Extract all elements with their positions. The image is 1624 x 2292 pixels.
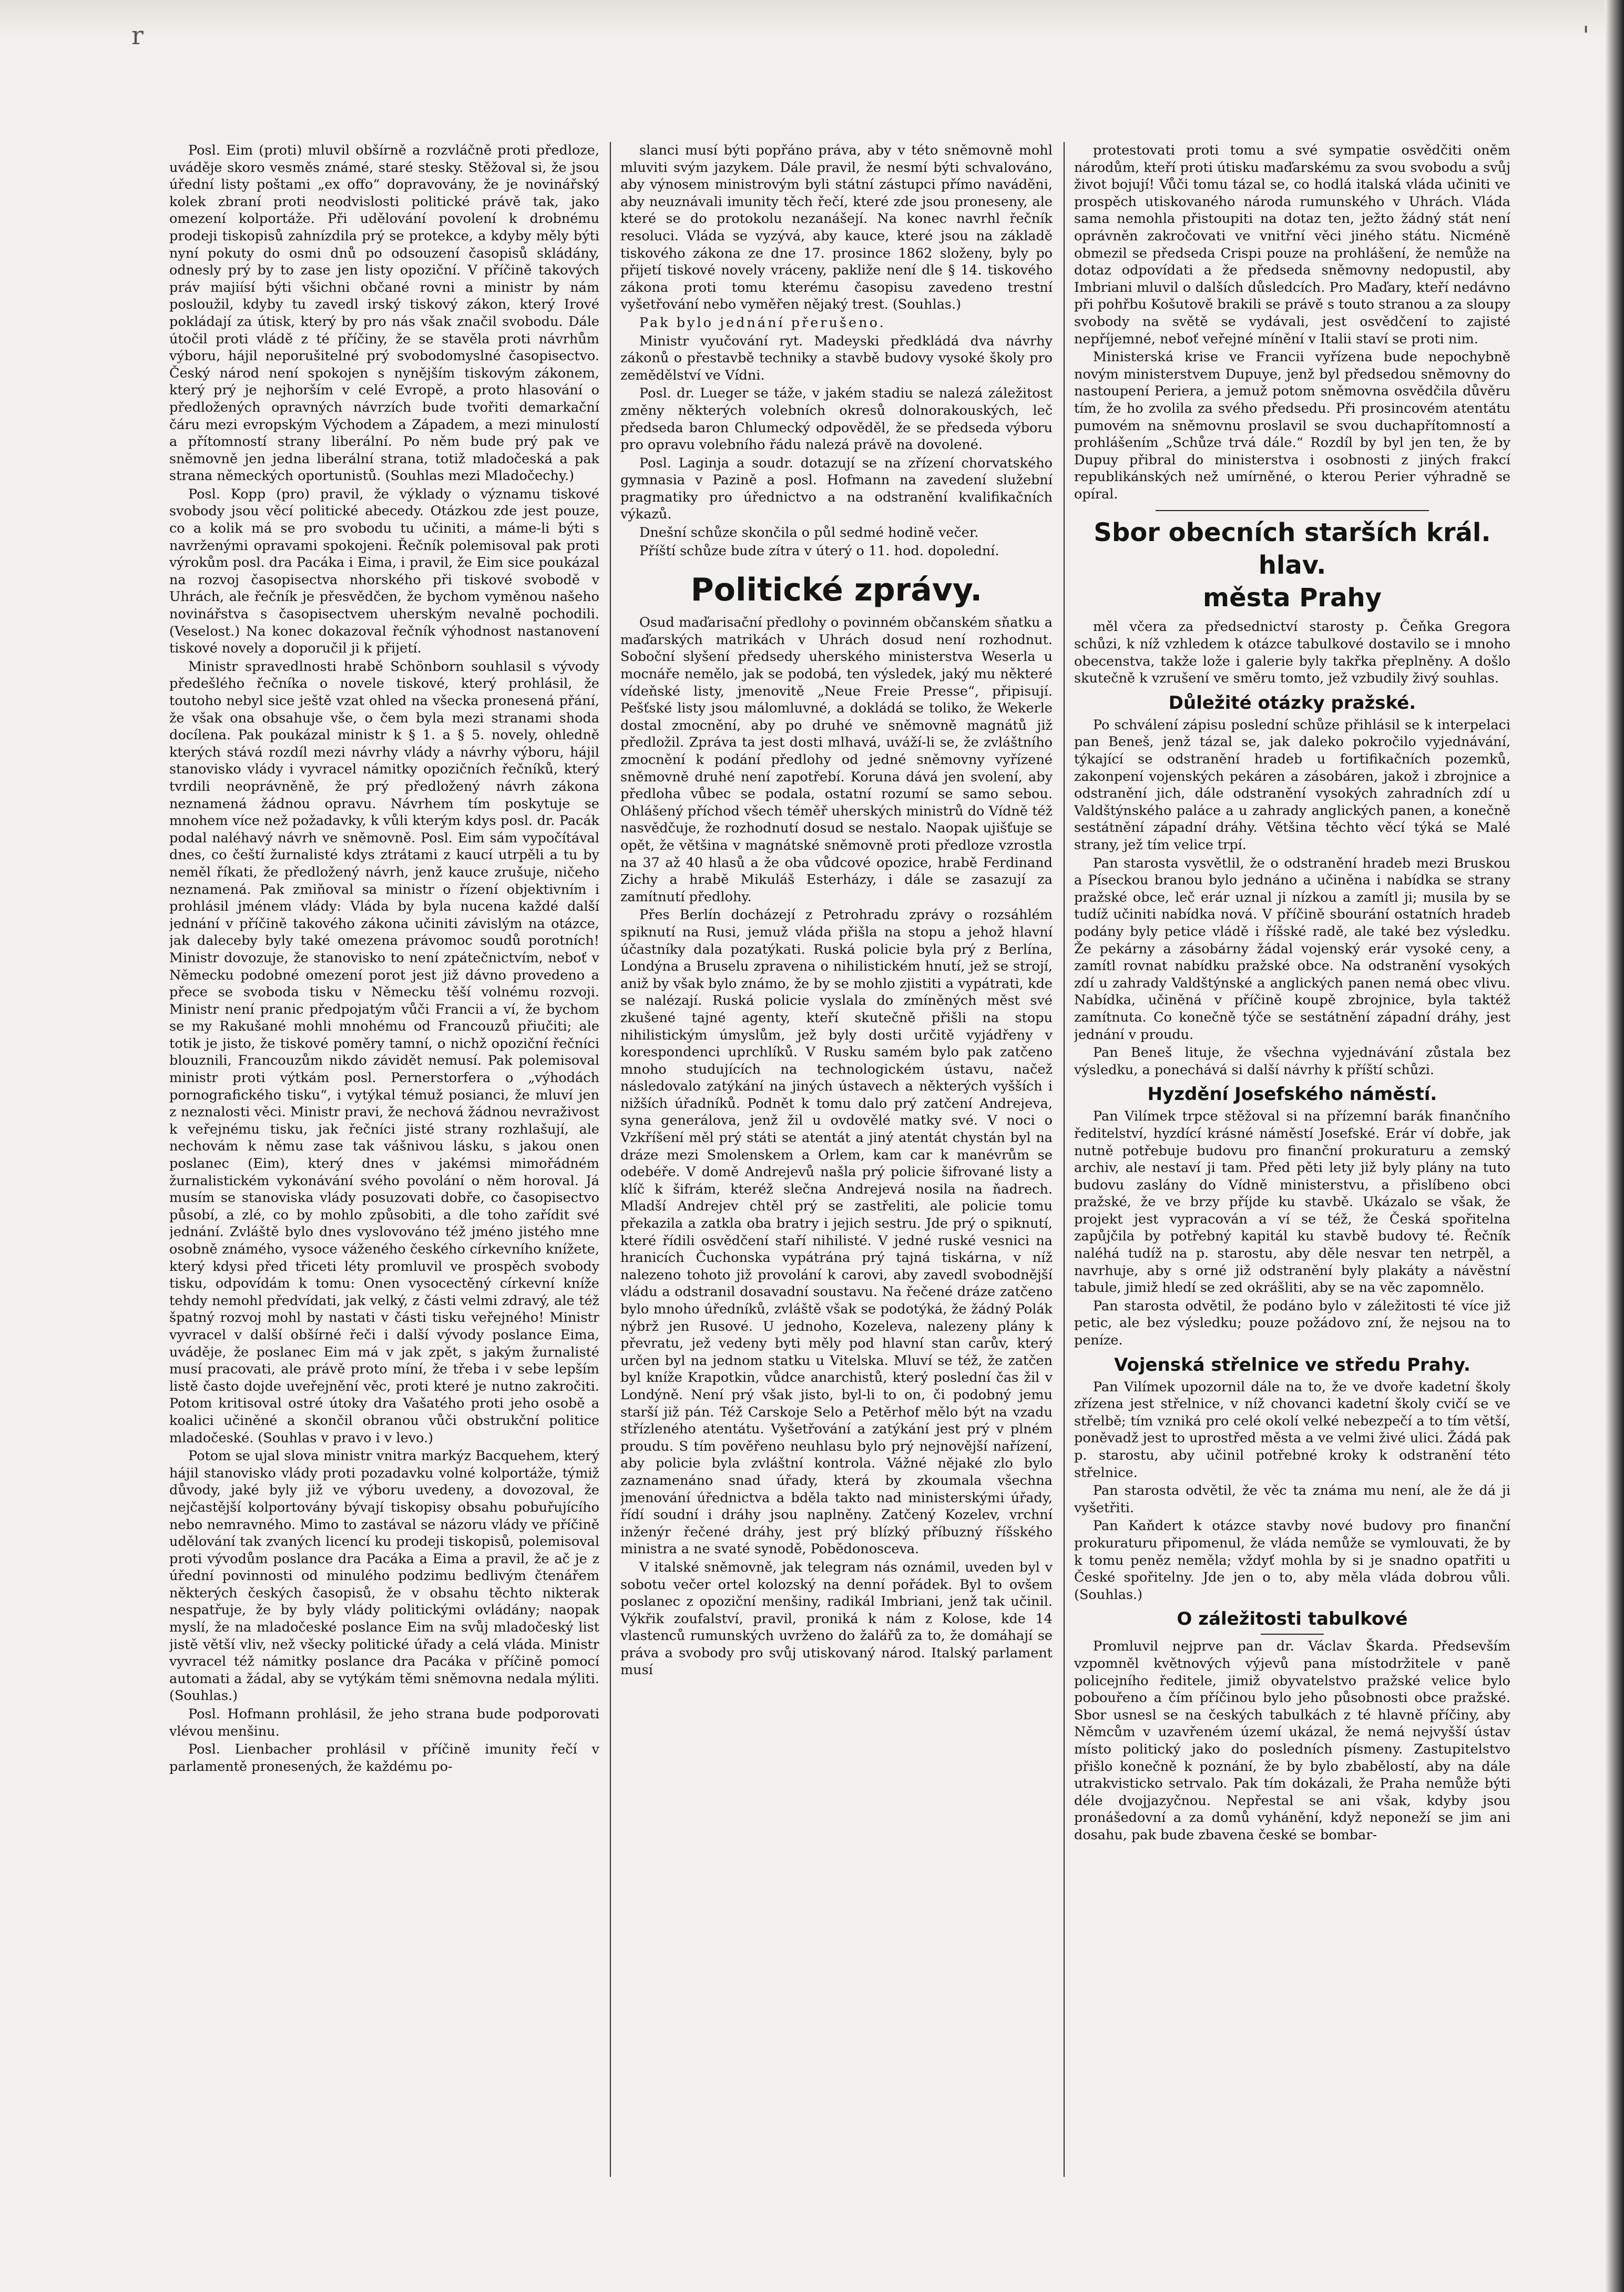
column-1 — [169, 142, 599, 2177]
paragraph: Pan Kaňdert k otázce stavby nové budovy pro finanční prokuraturu připomenul, že vláda nemůže se vymlouvati, že by k tomu peněz neměla; vždyť mohla by si je snadno opatřiti u České spořitelny. Jde jen o to, aby měla vláda dobrou vůli. (Souhlas.) — [1074, 1518, 1510, 1603]
scan-mark-left: r — [131, 21, 144, 50]
paragraph: Ministerská krise ve Francii vyřízena bude nepochybně novým ministerstvem Dupuye, jenž byl předsedou sněmovny do nastoupení Periera, a jemuž potom sněmovna osvědčila důvěru tím, že ho zvolila za svého předsedu. Při prosincovém atentátu pumovém na sněmovnu proslavil se svou duchapřítomností a prohlášením „Schůze trvá dále.“ Rozdíl by byl jen ten, že by Dupuy přibral do ministerstva i osobnosti z jiných frakcí republikánských než umírněné, o kterou Perier výhradně se opíral. — [1074, 349, 1510, 502]
paragraph: Pan Vilímek upozornil dále na to, že ve dvoře kadetní školy zřízena jest střelnice, v níž chovanci kadetní školy cvičí se ve střelbě; tím vzniká pro celé okolí velké nebezpečí a to tím větší, poněvadž jest to uprostřed města a ve velmi živé ulici. Žádá pak p. starostu, aby učinil potřebné kroky k odstranění této střelnice. — [1074, 1379, 1510, 1481]
section-heading-politicke-zpravy: Politické zprávy. — [690, 572, 983, 609]
scan-mark-right: ' — [1582, 21, 1590, 50]
column-divider-1 — [610, 142, 611, 2177]
paragraph: Posl. Lienbacher prohlásil v příčině imunity řečí v parlamentě pronesených, že každému po- — [169, 1741, 599, 1775]
subheading-hyzdeni: Hyzdění Josefského náměstí. — [1147, 1084, 1437, 1105]
paragraph: Příští schůze bude zítra v úterý o 11. hod. dopolední. — [639, 543, 999, 559]
paragraph: Pan starosta vysvětlil, že o odstranění hradeb mezi Bruskou a Píseckou branou bylo jednáno a učiněna i nabídka se strany pražské obce, leč erár uznal ji nízkou a zamítl ji; musila by se tudíž učiniti nabídka nová. V příčině sbourání ostatních hradeb podány byly petice vládě i říšské radě, ale také bez výsledku. Že pekárny a zásobárny žádal vojenský erár vysoké ceny, a zamítl rovnat nabídku pražské obce. Na odstranění vysokých zdí u zahrady Valdštýnské a anglických panen nemá obec vlivu. Nabídka, učiněná v příčině koupě zbrojnice, byla taktéž zamítnuta. Co konečně týče se sestátnění západní dráhy, jest jednání v proudu. — [1074, 855, 1510, 1043]
paragraph: Ministr vyučování ryt. Madeyski předkládá dva návrhy zákonů o přestavbě techniky a stavbě budovy vysoké školy pro zemědělství ve Vídni. — [620, 333, 1053, 383]
column-3 — [1074, 142, 1510, 2177]
paragraph: Promluvil nejprve pan dr. Václav Škarda. Předsevším vzpomněl květnových výjevů pana místodržitele v paně policejního ředitele, jimiž obyvatelstvo pražské velice bylo pobouřeno a čím příčinou bylo jeho působnosti obce pražské. Sbor usnesl se na českých tabulkách z té hlavně příčiny, aby Němcům v uzavřeném území ukázal, že nemá nejvyšší ústav místo politický jako do posledních písmeny. Zastupitelstvo přišlo konečně k poznání, že by bylo zbabělostí, aby na dále utrakvisticko setrvalo. Pak tím dokázali, že Praha nemůže býti déle dvojjazyčnou. Nepřestal se ani však, kdyby jsou pronášedovní a za domů vyhánění, když neponeží se jim ani dosahu, pak bude zbavena české se bombar- — [1074, 1638, 1510, 1843]
paragraph: slanci musí býti popřáno práva, aby v této sněmovně mohl mluviti svým jazykem. Dále pravil, že nesmí býti schvalováno, aby výnosem ministrovým byli státní zástupci přímo naváděni, aby neuznávali imunity těch řečí, které zde jsou proneseny, ale které se do protokolu nezanášejí. Na konec navrhl řečník resoluci. Vláda se vyzývá, aby kauce, které jsou na základě tiskového zákona ze dne 17. prosince 1862 složeny, byly po přijetí tiskové novely vráceny, pakliže není dle § 14. tiskového zákona proti tomu kterému časopisu zavedeno trestní vyšetřování nebo vyměřen nějaký trest. (Souhlas.) — [620, 142, 1053, 313]
paragraph: Pan Beneš lituje, že všechna vyjednávání zůstala bez výsledku, a ponechává si další návrhy k příští schůzi. — [1074, 1045, 1510, 1078]
sbor-title-line-2: města Prahy — [1203, 583, 1382, 613]
paragraph: Pan Vilímek trpce stěžoval si na přízemní barák finančního ředitelství, hyzdící krásné náměstí Josefské. Erár ví dobře, jak nutně potřebuje budovu pro finanční prokuraturu a zemský archiv, ale nestaví ji tam. Před pěti lety již byly plány na tuto budovu zaslány do Vídně ministerstvu, a přislíbeno obci pražské, že ve brzy příjde ku stavbě. Ukázalo se však, že projekt jest vypracován a ví se též, že Česká spořitelna zapůjčila by potřebný kapitál ku stavbě budovy té. Řečník naléhá tudíž na p. starostu, aby děle nesvar ten netrpěl, a navrhuje, aby s orné již odstranění byly plakáty a návěstní tabule, jimiž hledí se zed okrášliti, aby se na věc zapomnělo. — [1074, 1108, 1510, 1296]
paragraph: měl včera za předsednictví starosty p. Čeňka Gregora schůzi, k níž vzhledem k otázce tabulkové dostavilo se i mnoho obecenstva, takže lože i galerie byly takřka přeplněny. A došlo skutečně k vzrušení ve směru tomto, jež vzbudily živý souhlas. — [1074, 619, 1510, 687]
paragraph: Po schválení zápisu poslední schůze přihlásil se k interpelaci pan Beneš, jenž tázal se, jak daleko pokročilo vyjednávání, týkající se odstranění hradeb u fortifikačních pozemků, zakonpení vojenských pekáren a zásobáren, jakož i zbrojnice a odstranění jich, dále odstranění vysokých zahradních zdí u Valdštýnského paláce a u zahrady anglických panen, a konečně sestátnění západní dráhy. Většina těchto věcí týká se Malé strany, jež tím velice trpí. — [1074, 717, 1510, 853]
section-divider — [1261, 1634, 1324, 1635]
subheading-dulezite-otazky: Důležité otázky pražské. — [1168, 692, 1416, 714]
paragraph: Pan starosta odvětil, že podáno bylo v záležitosti té více již petic, ale bez výsledku; pouze požádovo zní, že nejsou na to peníze. — [1074, 1298, 1510, 1349]
section-divider — [1156, 510, 1429, 511]
sbor-title-line-1: Sbor obecních starších král. hlav. — [1094, 518, 1491, 580]
paragraph: V italské sněmovně, jak telegram nás oznámil, uveden byl v sobotu večer ortel kolozský na denní pořádek. Byl to ovšem poslanec z opoziční menšiny, radikál Imbriani, jenž tak učinil. Výkřik zoufalství, pravil, proniká k nám z Kolose, kde 14 vlastenců rumunských uvrženo do žalářů za to, že domáhají se práva a svobody pro svůj utiskovaný národ. Italský parlament musí — [620, 1559, 1053, 1678]
scan-right-edge — [1605, 0, 1624, 2292]
paragraph: Pan starosta odvětil, že věc ta známa mu není, ale že dá ji vyšetřiti. — [1074, 1483, 1510, 1516]
paragraph: Dnešní schůze skončila o půl sedmé hodině večer. — [639, 525, 979, 541]
paragraph: Posl. dr. Lueger se táže, v jakém stadiu se nalezá záležitost změny některých volebních okresů dolnorakouských, leč předseda baron Chlumecký odpověděl, že se předseda výboru pro opravu volebního řádu nalezá právě na dovolené. — [620, 385, 1053, 453]
column-divider-2 — [1064, 142, 1065, 2177]
paragraph: Osud maďarisační předlohy o povinném občanském sňatku a maďarských matrikách v Uhrách dosud není rozhodnut. Soboční slyšení předsedy uherského ministerstva Weserla u mocnáře nemělo, jak se podobá, ten výsledek, jaký mu některé vídeňské listy, jmenovitě „Neue Freie Presse“, připisují. Pešťské listy jsou málomluvné, a dokládá se toliko, že Wekerle dostal zmocnění, aby po druhé ve sněmovně magnátů již předložil. Zpráva ta jest dosti mlhavá, uváží-li se, že zvláštního zmocnění k podání předlohy od jedné sněmovny vyřízené sněmovně druhé není zapotřebí. Koruna dává jen svolení, aby předloha vůbec se podala, ostatní rozumí se samo sebou. Ohlášený příchod všech téměř uherských ministrů do Vídně též nasvědčuje, že rozhodnutí dosud se nestalo. Naopak ujišťuje se opět, že většina v magnátské sněmovně proti předloze vzrostla na 37 až 40 hlasů a že oba vůdcové opozice, hrabě Ferdinand Zichy a hrabě Mikuláš Esterházy, i dále se zasazují za zamítnutí předlohy. — [620, 615, 1053, 905]
paragraph: Přes Berlín docházejí z Petrohradu zprávy o rozsáhlém spiknutí na Rusi, jemuž vláda přišla na stopu a jehož hlavní účastníky dala pozatýkati. Ruská policie byla prý z Berlína, Londýna a Bruselu zpravena o nihilistickém hnutí, jež se strojí, aniž by však bylo známo, že by se mohlo zjistiti a vypátrati, kde se nalézají. Ruská policie vyslala do zmíněných měst své zkušené tajné agenty, kteří skutečně přišli na stopu nihilistickým úmyslům, jež byly dosti určitě vyjádřeny v korespondenci uprchlíků. V Rusku samém bylo pak zatčeno mnoho studujících na technologickém ústavu, načež následovalo zatýkání na jiných ústavech a některých vyšších i nižších úřadníků. Podnět k tomu dalo prý zatčení Andrejeva, syna generálova, jenž žil u ovdovělé matky své. V noci o Vzkříšení měl prý státi se atentát a jiný atentát chystán byl na dráze mezi Smolenskem a Orlem, kam car k manévrům se odebéře. V domě Andrejevů našla prý policie šifrované listy a klíč k šifrám, kteréž slečna Andrejevá nosila na ňadrech. Mladší Andrejev chtěl prý se zastřeliti, ale policie tomu překazila a zatkla oba bratry i jejich sestru. Jde prý o spiknutí, které řídili osvědčení staří nihilisté. V jedné ruské vesnici na hranicích Čuchonska vypátrána prý tajná tiskárna, v níž nalezeno tohoto již provolání k carovi, aby zavedl svobodnější vládu a odstranil dosavadní soustavu. Na řečené dráze zatčeno bylo mnoho úředníků, zvláště však se podotýká, že žádný Polák nýbrž jen Rusové. U jednoho, Kozeleva, nalezeny plány k převratu, jež vedeny byti měly pod hlavní stan carův, který určen byl na jednom statku u Vitelska. Mluví se též, že zatčen byl kníže Krapotkin, vůdce anarchistů, který poslední čas žil v Londýně. Není prý však jisto, byl-li to on, či podobný jemu starší již pán. Též Carskoje Selo a Petěrhof mělo být na vzadu střízleného atentátu. Vyšetřování a zatýkání jest prý v plném proudu. S tím pověřeno neuhlasu bylo prý nejnovější nařízení, aby policie byla zvláštní kontrola. Vážné nějaké zlo bylo zaznamenáno snad úřady, která by zkoumala všechna jmenování úřednictva a bděla takto nad ministerskými úřady, řídí soudní i dráhy jsou naplněny. Zatčený Kozelev, vrchní inženýr řečené dráhy, jest prý blízký příbuzný říšského ministra a ne svaté synodě, Pobědonosceva. — [620, 907, 1053, 1557]
paragraph: Posl. Eim (proti) mluvil obšírně a rozvláčně proti předloze, uváděje skoro vesměs známé, staré stesky. Stěžoval si, že jsou úřední listy poštami „ex offo“ dopravovány, že je novinářský kolek zbraní proti neodvislosti politické právě tak, jako omezení kolportáže. Při udělování povolení k drobnému prodeji tiskopisů zahnízdila prý se protekce, a kdyby měly býti nyní pokuty do osmi dnů po odsouzení časopisů skládány, odnesly prý by to zase jen listy opoziční. V příčině takových práv majiísí býti všichni občané rovni a ministr by nám posloužil, kdyby tu zavedl irský tiskový zákon, který Irové pokládají za útisk, který by pro nás však značil svobodu. Dále útočil proti vládě z té příčiny, že se stavěla proti návrhům výboru, hájil neporušitelné prý svobodomyslné časopisectvo. Český národ není spokojen s nynějším tiskovým zákonem, který prý je nejhorším v celé Evropě, a proto hlasování o předložených opravných návrzích bude tvořiti demarkační čáru mezi evropským Východem a Západem, a mezi minulostí a přítomností strany liberální. Po něm bude prý pak ve sněmovně jen jedna liberální strana, totiž mladočeská a pak strana německých oportunistů. (Souhlas mezi Mladočechy.) — [169, 142, 599, 484]
section-heading-sbor — [1074, 516, 1510, 614]
subheading-vojenska-strelnice: Vojenská střelnice ve středu Prahy. — [1114, 1354, 1470, 1376]
paragraph: protestovati proti tomu a své sympatie osvědčiti oněm národům, kteří proti útisku maďarskému za svou svobodu a svůj život bojují! Vůči tomu tázal se, co hodlá italská vláda učiniti ve prospěch utiskovaného národa rumunského v Uhrách. Vláda sama nemohla přistoupiti na dotaz ten, ježto žádný stát není oprávněn zakročovati ve vnitřní věci jiného státu. Nicméně obmezil se předseda Crispi pouze na prohlášení, že nemůže na dotaz odpovídati a že předseda sněmovny nedopustil, aby Imbriani mluvil o dalších důsledcích. Pro Maďary, kteří nedávno při pohřbu Košutově brakili se právě s touto stranou a za sloupy svobody na světě se vydávali, jest osvědčení to zajisté nepříjemné, neboť veřejné mínění v Italii staví se proti nim. — [1074, 142, 1510, 347]
paragraph: Pak bylo jednání přerušeno. — [639, 314, 886, 331]
subheading-o-zalezitosti-tabulkove: O záležitosti tabulkové — [1177, 1608, 1408, 1630]
paragraph: Potom se ujal slova ministr vnitra markýz Bacquehem, který hájil stanovisko vlády proti pozadavku volné kolportáže, týmiž důvody, jaké byly již ve výboru uvedeny, a dovozoval, že nejčastější kolportovány bývají tiskopisy obsahu pobuřujícího nebo nemravného. Mimo to zastával se názoru vlády ve příčině udělování tak zvaných licencí ku prodeji tiskopisů, polemisoval proti vývodům poslance dra Pacáka a Eima a pravil, že ač je z úřední povinnosti od minulého podzimu bedlivým čtenářem některých českých časopisů, že v obsahu těchto nikterak nespatřuje, že by byly vlády politickými ovládány; naopak myslí, že na mladočeské poslance Eim na svůj mladočeský list jistě větší vliv, než všecky politické úřady a celá vláda. Ministr vyvracel též námitky poslance dra Pacáka v příčině pomocí automati a žádal, aby se vytýkám těmi sněmovna nedala mýliti. (Souhlas.) — [169, 1448, 599, 1704]
column-2 — [620, 142, 1053, 2177]
paragraph: Ministr spravedlnosti hrabě Schönborn souhlasil s vývody předešlého řečníka o novele tiskové, který prohlásil, že toutoho nebyl sice ještě vzat ohled na všecka pronesená přání, že však ona obsahuje vše, o čem byla mezi stranami shoda docílena. Pak poukázal ministr k § 1. a § 5. novely, ohledně kterých stává rozdíl mezi návrhy vlády a návrhy výboru, hájil stanovisko vlády i vyvracel námitky opozičních řečníků, který tvrdili neoprávněně, že prý předložený návrh zákona neznamená žádnou opravu. Návrhem tím poskytuje se mnohem více než požadavky, k vůli kterým kdys posl. dr. Pacák podal naléhavý návrh ve sněmovně. Posl. Eim sám vypočítával dnes, co čeští žurnalisté kdys ztrátami z kaucí utrpěli a tu by neměl říkati, že předložený návrh, jenž kauce zrušuje, ničeho neznamená. Pak zmiňoval sa ministr o řízení objektivním i prohlásil jménem vlády: Vláda by byla nucena každé další jednání v příčině takového zákona učiniti závislým na otázce, jak daleceby byly také omezena právomoc soudů porotních! Ministr dovozuje, že stanovisko to není zpátečnictvím, neboť v Německu podobné omezení porot jest již dávno provedeno a přece se svoboda tisku v Německu těší volnému rozvoji. Ministr není pranic předpojatým vůči Francii a ví, že bychom se my Rakušané mohli mnohému od Francouzů přiučiti; ale totik je jisto, že tiskové poměry tamní, o nichž opoziční řečníci blouznili, Francouzům nikdo závidět nemusí. Pak polemisoval ministr proti výtkám posl. Pernerstorfera o „výhodách pornografického tisku“, i vytýkal témuž posianci, že mluví jen z neznalosti věci. Ministr pravi, že nechová žádnou nevraživost k veřejnému tisku, jak řečníci jisté strany rozhlašují, ale nechovám k němu zase tak vášnivou lásku, s jakou onen poslanec (Eim), který dnes v jakémsi mimořádném žurnalistickém vykonávání svého povolání o něm horoval. Já musím se stanoviska vlády posuzovati dobře, co časopisectvo působí, a zlé, co by mohlo způsobiti, a dle toho zařídit své jednání. Zvláště bylo dnes vyslovováno též jméno jistého mne osobně známého, vysoce váženého českého církevního knížete, který kdysi před třiceti léty promluvil ve prospěch svobody tisku, odpovídám k tomu: Onen vysocectěný církevní kníže tehdy nemohl předvídati, jak velký, z části velmi zdravý, ale též špatný rozvoj mohl by nastati v části tisku veřejného! Ministr vyvracel v další obšírné řeči i další vývody poslance Eima, uváděje, že poslanec Eim má v jak zpět, s jakým žurnalisté musí pracovati, ale právě proto míní, že třeba i v sebe lepším listě často dojde uveřejnění věc, proti které je nutno zakročiti. Potom kritisoval ostré útoky dra Vašatého proti jeho osobě a koalici učiněné a skončil obranou vůči obstrukční politice mladočeské. (Souhlas v pravo i v levo.) — [169, 658, 599, 1446]
scan-top-edge — [0, 0, 1624, 37]
paragraph: Posl. Hofmann prohlásil, že jeho strana bude podporovati vlévou menšinu. — [169, 1706, 599, 1739]
paragraph: Posl. Kopp (pro) pravil, že výklady o významu tiskové svobody jsou věcí politické abecedy. Otázkou zde jest pouze, co a kolik má se pro svobodu tu učiniti, a máme-li býti s navrženými opravami spokojeni. Řečník polemisoval pak proti výrokům posl. dra Pacáka i Eima, i pravil, že Eim sice poukázal na rozvoj časopisectva nhorského při tiskové svobodě v Uhrách, ale řečník je přesvědčen, že bychom vyměnou našeho novinářstva s časopisectvem uherským nevalně pochodili. (Veselost.) Na konec dokazoval řečník výhodnost nastanovení tiskové novely a doporučil ji k přijetí. — [169, 486, 599, 657]
paragraph: Posl. Laginja a soudr. dotazují se na zřízení chorvatského gymnasia v Pazině a posl. Hofmann na zavedení služební pragmatiky pro úřednictvo a na odstranění kvalifikačních výkazů. — [620, 455, 1053, 523]
